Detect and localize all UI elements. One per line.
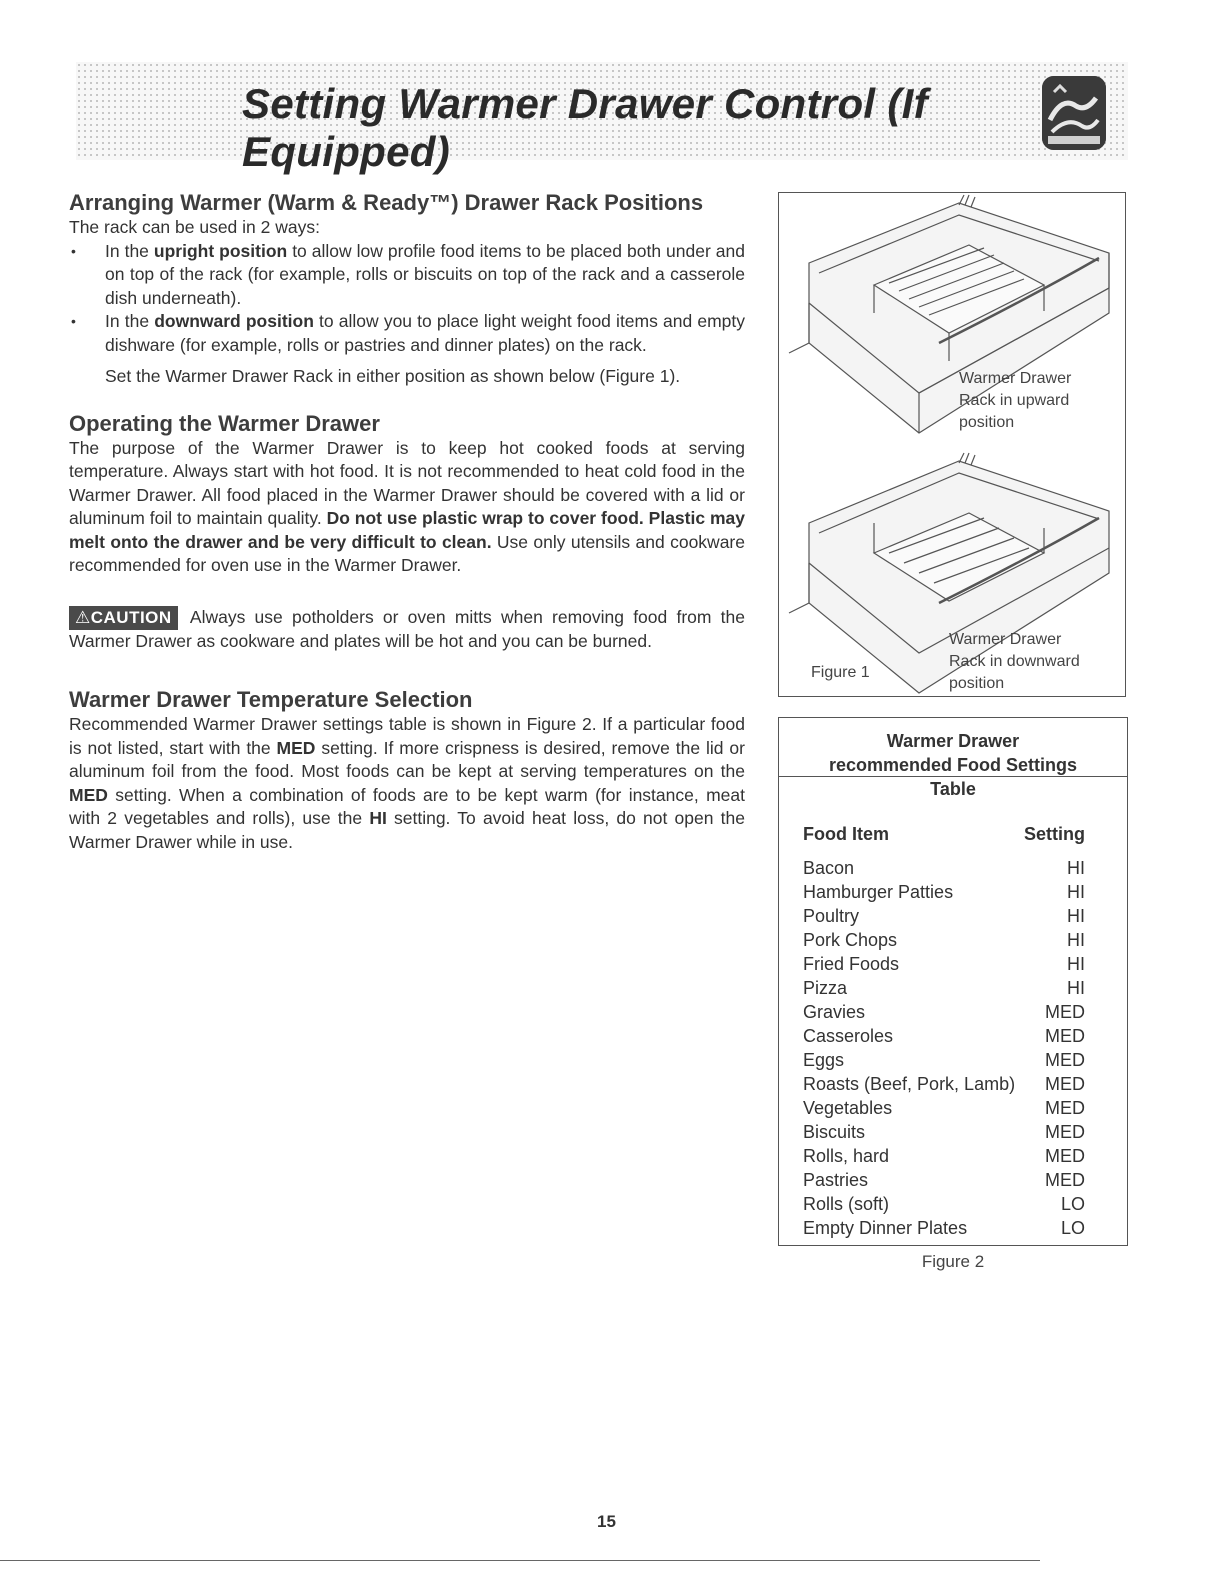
drawer-illustration [779,193,1125,696]
label-downward-1: Warmer Drawer [949,631,1062,648]
setting-cell: HI [1067,954,1085,974]
food-settings-table [778,717,1128,1246]
table-title-line-1: Warmer Drawer [886,731,1020,751]
table-row [803,1120,1085,1144]
table-header [803,824,1085,845]
food-item-cell: Casseroles [803,1026,894,1046]
food-item-cell: Rolls, hard [803,1146,890,1166]
list-item: • In the downward position to allow you to place light weight food items and empty dishware (for example, rolls or pastries and dinner plates) on the rack. [71,311,745,355]
page-number: 15 [597,1512,616,1531]
bottom-rule [0,1560,1040,1561]
setting-cell: MED [1045,1074,1085,1094]
setting-cell: MED [1045,1122,1085,1142]
label-downward-2: Rack in downward [949,653,1080,670]
food-item-cell: Pastries [803,1170,869,1190]
table-row [803,1192,1085,1216]
table-row [803,976,1085,1000]
table-row [803,904,1085,928]
setting-cell: HI [1067,858,1085,878]
food-item-cell: Empty Dinner Plates [803,1218,968,1238]
table-row [803,1000,1085,1024]
label-upward-3: position [959,414,1015,431]
warmer-drawer-icon [1042,76,1106,150]
label-upward-2: Rack in upward [959,392,1070,409]
section-heading-temperature: Warmer Drawer Temperature Selection [69,687,473,712]
rack-position-list [69,240,745,358]
food-item-cell: Bacon [803,858,855,878]
table-row [803,880,1085,904]
food-item-cell: Fried Foods [803,954,900,974]
operating-paragraph: The purpose of the Warmer Drawer is to keep hot cooked foods at serving temperature. Always start with hot food. It is not recommended to heat cold food in the Warmer Drawer. All food placed in the Warmer Drawer should be covered with a lid or aluminum foil to maintain quality. Do not use plastic wrap to cover food. Plastic may melt onto the drawer and be very difficult to clean. Use only utensils and cookware recommended for oven use in the Warmer Drawer. [69,437,745,575]
setting-cell: MED [1045,1050,1085,1070]
setting-cell: MED [1045,1146,1085,1166]
table-row [803,1024,1085,1048]
table-row [803,1096,1085,1120]
table-row [803,856,1085,880]
setting-cell: LO [1060,1194,1085,1214]
setting-cell: HI [1067,978,1085,998]
food-item-cell: Biscuits [803,1122,866,1142]
food-item-cell: Pizza [803,978,848,998]
food-item-cell: Gravies [803,1002,866,1022]
food-item-cell: Vegetables [803,1098,893,1118]
table-body [803,856,1085,1240]
food-item-cell: Rolls (soft) [803,1194,890,1214]
setting-cell: MED [1045,1098,1085,1118]
column-header-setting: Setting [1024,824,1085,844]
table-row [803,1216,1085,1240]
setting-cell: LO [1060,1218,1085,1238]
table-row [803,1168,1085,1192]
column-header-food: Food Item [803,824,889,844]
caution-badge: ⚠CAUTION [69,606,178,630]
label-upward-1: Warmer Drawer [959,370,1072,387]
food-item-cell: Hamburger Patties [803,882,954,902]
table-row [803,1144,1085,1168]
setting-cell: HI [1067,882,1085,902]
table-row [803,1072,1085,1096]
label-downward-3: position [949,675,1005,692]
figure-2-caption: Figure 2 [921,1252,985,1271]
table-row [803,928,1085,952]
food-item-cell: Roasts (Beef, Pork, Lamb) [803,1074,1016,1094]
table-row [803,952,1085,976]
food-item-cell: Pork Chops [803,930,898,950]
food-item-cell: Poultry [803,906,860,926]
figure-1 [778,192,1126,697]
list-item: • In the upright position to allow low profile food items to be placed both under and on top of the rack (for example, rolls or biscuits on top of the rack and a casserole dish underneath). [71,240,745,308]
setting-cell: HI [1067,930,1085,950]
left-column [69,190,745,854]
setting-cell: MED [1045,1170,1085,1190]
setting-cell: HI [1067,906,1085,926]
page-title: Setting Warmer Drawer Control (If Equipped) [242,80,928,175]
setting-cell: MED [1045,1002,1085,1022]
food-item-cell: Eggs [803,1050,845,1070]
bullet-icon: • [71,313,76,329]
setting-cell: MED [1045,1026,1085,1046]
section-heading-rack-positions: Arranging Warmer (Warm & Ready™) Drawer Rack Positions [69,190,704,215]
rack-closing: Set the Warmer Drawer Rack in either position as shown below (Figure 1). [105,366,681,386]
caution-paragraph: ⚠CAUTION Always use potholders or oven mitts when removing food from the Warmer Drawer as cookware and plates will be hot and you can be burned. [69,606,745,651]
table-title-rule [779,776,1127,777]
page-banner [76,62,1128,175]
rack-intro: The rack can be used in 2 ways: [69,217,320,237]
table-title-line-3: Table [930,779,976,799]
table-title-line-2: recommended Food Settings [828,755,1078,775]
table-row [803,1048,1085,1072]
temperature-paragraph: Recommended Warmer Drawer settings table is shown in Figure 2. If a particular food is not listed, start with the MED setting. If more crispness is desired, remove the lid or aluminum foil from the food. Most foods can be kept at serving temperatures on the MED setting. When a combination of foods are to be kept warm (for instance, meat with 2 vegetables and rolls), use the HI setting. To avoid heat loss, do not open the Warmer Drawer while in use. [69,714,745,852]
bullet-icon: • [71,242,76,259]
section-heading-operating: Operating the Warmer Drawer [69,410,380,436]
figure-1-caption: Figure 1 [811,664,870,681]
